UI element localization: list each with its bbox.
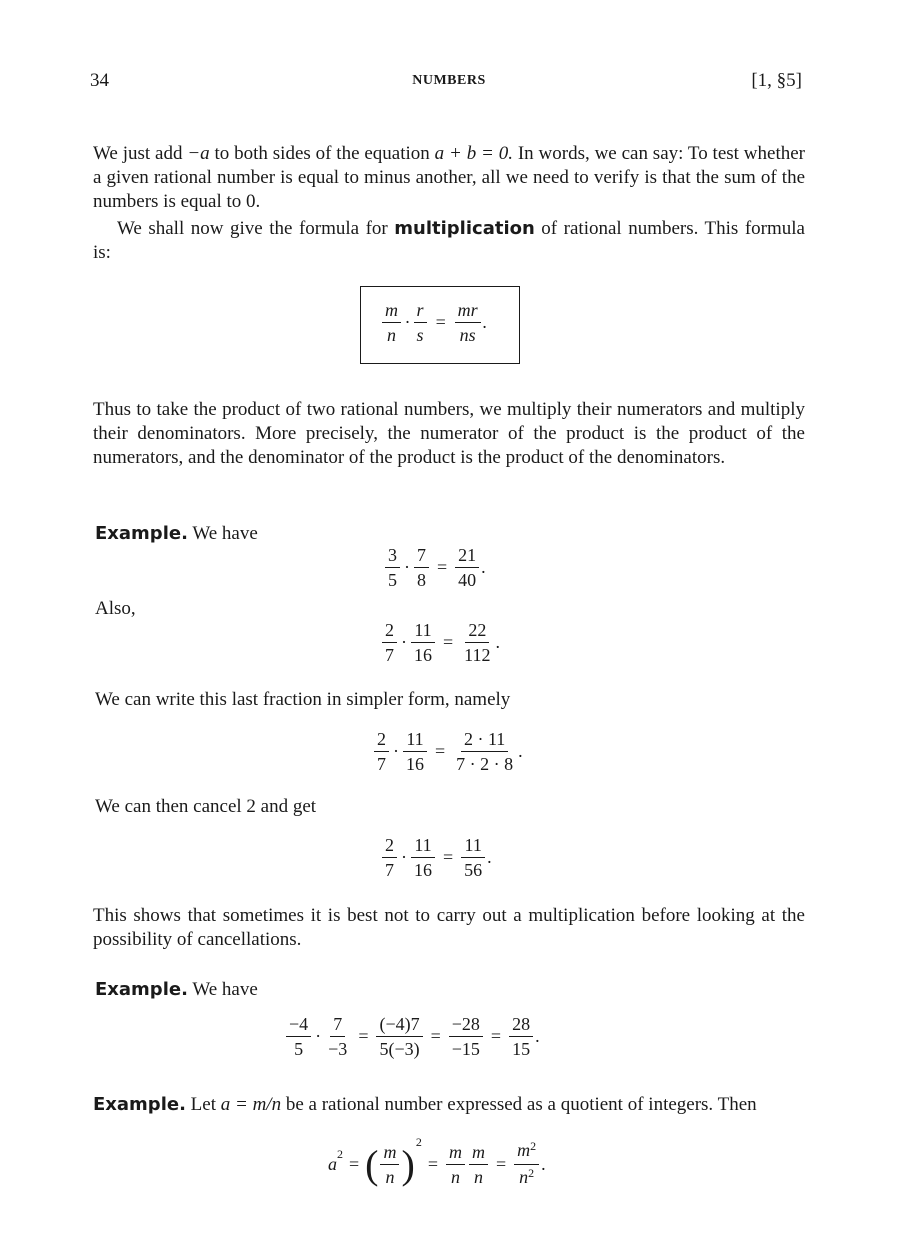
example-2-heading: Example. We have (95, 979, 258, 1000)
equation-2-11-22: $\frac{2}{7}$ · $\frac{11}{16}$ = $\frac{22}{112}$ . (380, 620, 500, 665)
paragraph-2: We shall now give the formula for multiplication of rational numbers. This formula is: (93, 218, 805, 263)
paragraph-1: We just add −a to both sides of the equation a + b = 0. In words, we can say: To test whether a given rational number is equal to minus another, all we need to verify is that the sum of the numbers is equal to 0. (93, 143, 805, 212)
cancel-text: We can then cancel 2 and get (95, 796, 317, 817)
term-multiplication: multiplication (394, 218, 535, 239)
conclusion-text: This shows that sometimes it is best not to carry out a multiplication before looking at the possibility of cancellations. (93, 905, 805, 950)
also-label: Also, (95, 598, 136, 619)
section-ref: [1, §5] (751, 70, 802, 91)
example-1-heading: Example. We have (95, 523, 258, 544)
formula-multiplication: $\frac{m}{n}$ · $\frac{r}{s}$ = $\frac{mr}{ns}$ . (380, 300, 487, 345)
example-3-text: Example. Let a = m/n be a rational number expressed as a quotient of integers. Then (93, 1094, 757, 1115)
simpler-form-text: We can write this last fraction in simpler form, namely (95, 689, 511, 710)
running-title: NUMBERS (412, 73, 486, 88)
paragraph-3: Thus to take the product of two rational numbers, we multiply their numerators and multiply their denominators. More precisely, the numerator of the product is the product of the numerators, and the denominator of the product is the product of the denominators. (93, 399, 805, 468)
equation-a-squared: a 2 = ( $\frac{m}{n}$ ) 2 = $\frac{m}{n}$ $\frac{m}{n}$ = $\frac{m^2}{n^2}$ . (328, 1135, 546, 1187)
equation-3-7-21: $\frac{3}{5}$ · $\frac{7}{8}$ = $\frac{21}{40}$ . (383, 545, 486, 590)
equation-cancel-form: $\frac{2}{7}$ · $\frac{11}{16}$ = $\frac{2 \cdot 11}{7 \cdot 2 \cdot 8}$ . (372, 729, 523, 774)
page-number: 34 (90, 70, 109, 91)
equation-negative-fractions: $\frac{-4}{5}$ · $\frac{7}{-3}$ = $\frac{(-4)7}{5(-3)}$ = $\frac{-28}{-15}$ = $\frac{28}{15}$ . (284, 1014, 540, 1059)
equation-11-56: $\frac{2}{7}$ · $\frac{11}{16}$ = $\frac{11}{56}$ . (380, 835, 492, 880)
